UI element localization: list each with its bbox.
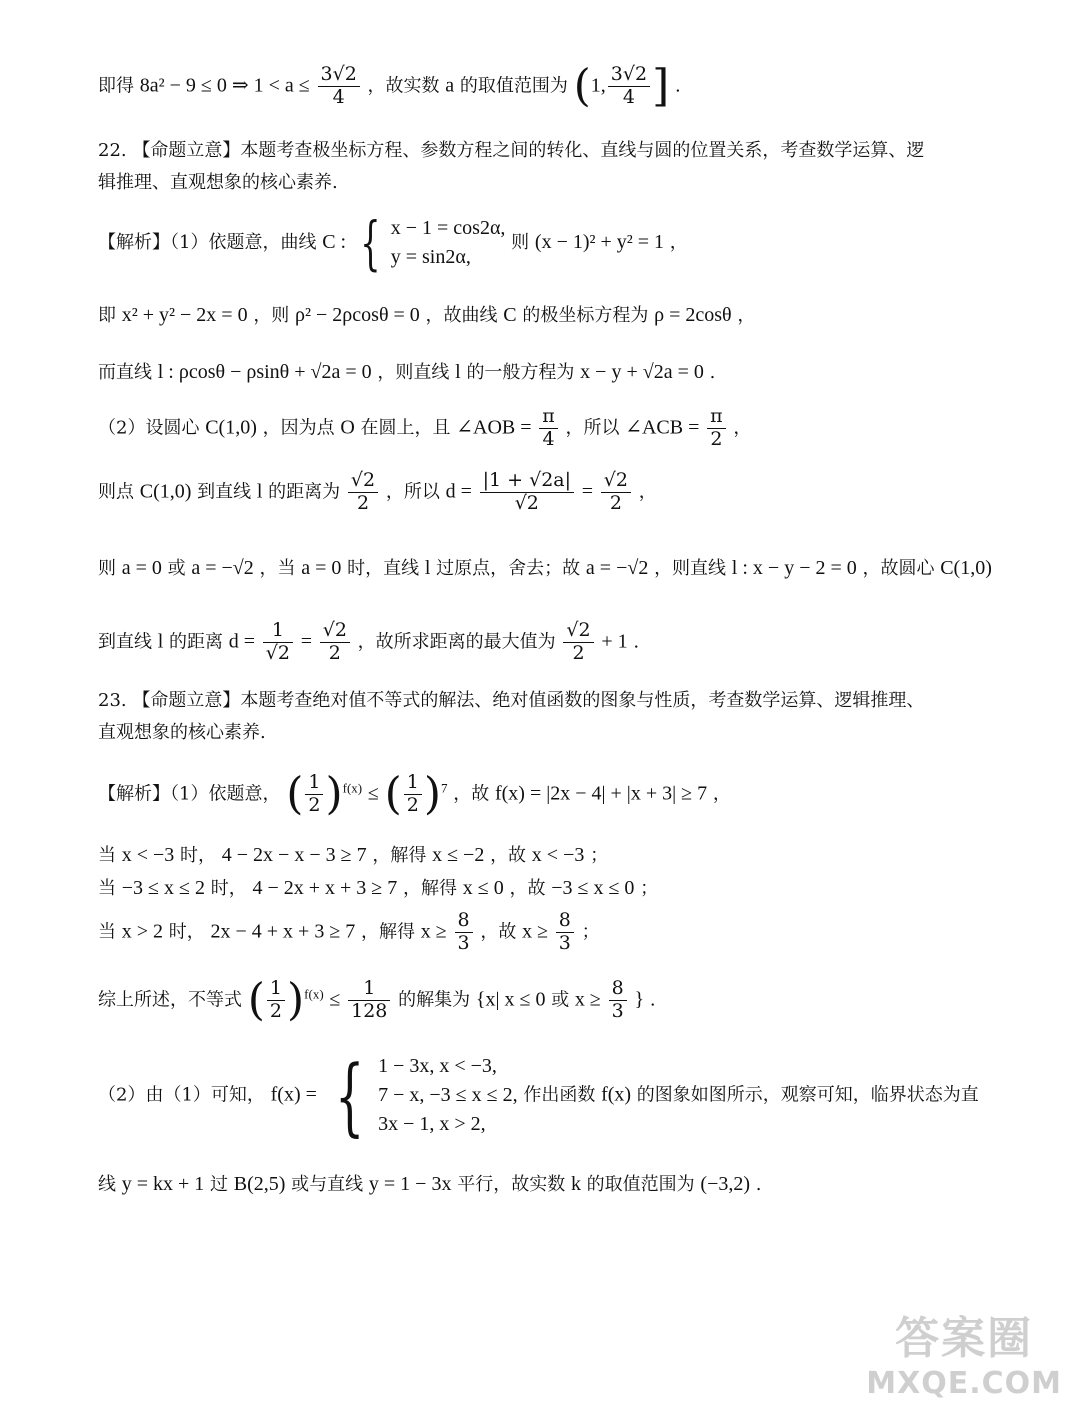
text: 时， <box>210 878 247 899</box>
equation: l : x − y − 2 = 0 <box>731 557 857 579</box>
solution: x ≤ −2 <box>432 844 485 866</box>
numerator: π <box>707 406 726 429</box>
text: 【解析】（1）依题意， <box>98 783 281 805</box>
fraction <box>404 772 422 817</box>
var: k <box>570 1173 581 1195</box>
equation: x − y + √2a = 0 <box>580 361 704 383</box>
numerator: 1 <box>404 772 422 795</box>
section-22-intent-cont <box>98 172 338 194</box>
cases-block <box>323 1046 518 1145</box>
var: l <box>157 630 164 653</box>
denominator: 2 <box>710 427 723 450</box>
text: 在圆上，且 <box>360 417 451 439</box>
fraction <box>608 64 650 109</box>
text: ，故 <box>490 845 527 866</box>
denominator: 2 <box>406 793 419 816</box>
numerator: 3√2 <box>318 64 360 87</box>
text: （2）设圆心 <box>98 417 200 439</box>
condition: −3 ≤ x ≤ 2 <box>121 877 205 899</box>
inequality: 8a² − 9 ≤ 0 ⇒ 1 < a ≤ <box>139 74 310 97</box>
line-inequality-setup <box>98 768 731 820</box>
angle: ∠AOB = <box>456 416 532 439</box>
fraction <box>480 470 574 515</box>
text: 即得 <box>98 75 134 97</box>
denominator: 128 <box>351 999 388 1022</box>
text: ，因为点 <box>262 417 335 439</box>
var: l <box>455 361 461 383</box>
cases-block <box>352 209 506 277</box>
condition: x < −3 <box>121 844 175 866</box>
inequality: 2x − 4 + x + 3 ≥ 7 <box>210 920 356 943</box>
leq: ≤ <box>329 988 341 1011</box>
line-case-1 <box>98 843 608 867</box>
fraction <box>455 910 473 955</box>
case-2: y = sin2α, <box>390 246 471 268</box>
denominator: 4 <box>332 85 345 108</box>
fraction <box>263 620 293 665</box>
text: 当 <box>98 921 116 943</box>
var: l <box>256 480 263 503</box>
case-3: 3x − 1, x > 2, <box>378 1113 486 1135</box>
function: f(x) = <box>270 1083 317 1106</box>
text: 则 <box>511 232 530 253</box>
text: 的距离为 <box>268 481 341 503</box>
text: 到直线 <box>197 481 252 503</box>
text: ； <box>640 878 659 899</box>
text: ，故 <box>509 878 546 899</box>
denominator: 2 <box>308 793 321 816</box>
numerator: 8 <box>455 910 473 933</box>
text: ，故 <box>480 921 517 943</box>
text: ， <box>638 481 657 503</box>
equation: y = 1 − 3x <box>368 1173 452 1195</box>
left-paren: ( <box>573 60 591 112</box>
right-paren: ) <box>423 768 442 820</box>
text: ，故实数 <box>367 75 440 97</box>
function: f(x) <box>601 1083 632 1106</box>
text: 22. 【命题立意】本题考查极坐标方程、参数方程之间的转化、直线与圆的位置关系，考查数学运算、逻 <box>98 140 925 161</box>
var: O <box>340 416 355 439</box>
text: 线 <box>98 1174 116 1195</box>
line-range-a <box>98 60 681 112</box>
numerator: π <box>539 406 558 429</box>
left-paren: ( <box>247 974 265 1026</box>
text: 当 <box>98 845 116 866</box>
text: ，故曲线 <box>425 305 498 326</box>
text: ，解得 <box>361 921 416 943</box>
point: C(1,0) <box>139 480 192 503</box>
case-1: 1 − 3x, x < −3, <box>378 1055 497 1077</box>
denominator: 2 <box>356 491 370 514</box>
left-brace: { <box>360 209 381 277</box>
right-paren: ) <box>287 974 305 1026</box>
text: ， <box>712 783 731 805</box>
text: （2）由（1）可知， <box>98 1084 265 1106</box>
text: ，故所求距离的最大值为 <box>357 631 556 653</box>
equation: ρ² − 2ρcosθ = 0 <box>295 304 420 326</box>
line-line-l <box>98 360 715 384</box>
text: 平行，故实数 <box>457 1174 566 1195</box>
section-23-intent <box>98 690 924 712</box>
cases <box>391 214 506 272</box>
text: 的一般方程为 <box>466 362 575 383</box>
left-paren: ( <box>286 768 304 820</box>
numerator: 1 <box>348 978 390 1001</box>
text: 则 <box>98 558 116 579</box>
plus-one: + 1 <box>601 630 628 653</box>
exponent: 7 <box>441 780 448 796</box>
line-max-distance <box>98 620 639 665</box>
text: 23. 【命题立意】本题考查绝对值不等式的解法、绝对值函数的图象与性质，考查数学运算、逻辑推理、 <box>98 690 925 711</box>
numerator: |1 + √2a| <box>480 470 574 493</box>
text: 的解集为 <box>398 989 471 1011</box>
fraction <box>267 978 285 1023</box>
equation: x² + y² − 2x = 0 <box>121 304 248 326</box>
fraction <box>320 620 350 665</box>
text: 【解析】（1）依题意，曲线 <box>98 232 317 253</box>
text: 时， <box>180 845 217 866</box>
var: d = <box>228 630 256 653</box>
fraction <box>601 470 631 515</box>
text: 的取值范围为 <box>586 1174 695 1195</box>
line-polar-eq <box>98 303 755 327</box>
exponent: f(x) <box>304 986 324 1002</box>
text: ，故 <box>453 783 490 805</box>
text: ，故圆心 <box>862 558 935 579</box>
watermark-top: 答案圈 <box>895 1313 1034 1364</box>
result: x < −3 <box>531 844 585 866</box>
point: C(1,0) <box>205 416 257 439</box>
text: . <box>675 75 681 97</box>
fraction <box>348 470 378 515</box>
text: 到直线 <box>98 631 152 653</box>
text: ， <box>737 305 756 326</box>
section-22-intent <box>98 140 924 162</box>
result: −3 ≤ x ≤ 0 <box>551 877 635 899</box>
text: ，当 <box>259 558 296 579</box>
var: l <box>424 557 431 579</box>
text: ； <box>590 845 609 866</box>
section-23-intent-cont <box>98 722 266 744</box>
text: 的取值范围为 <box>459 75 568 97</box>
line-case-2 <box>98 876 658 900</box>
fraction <box>609 978 627 1023</box>
fraction <box>539 406 558 451</box>
equation: a = 0 <box>301 557 342 579</box>
fraction <box>707 406 726 451</box>
inequality: 4 − 2x − x − 3 ≥ 7 <box>221 844 367 866</box>
text: ， <box>733 417 752 439</box>
set-cond: x ≥ <box>574 988 601 1011</box>
equation: l : ρcosθ − ρsinθ + √2a = 0 <box>157 361 372 383</box>
case-2: 7 − x, −3 ≤ x ≤ 2, <box>378 1084 518 1106</box>
solution: x ≤ 0 <box>462 877 504 899</box>
equation: a = −√2 <box>191 557 254 579</box>
text: ，解得 <box>403 878 457 899</box>
equation: a = −√2 <box>585 557 649 579</box>
text: 过 <box>210 1174 229 1195</box>
leq: ≤ <box>367 782 379 805</box>
result: x ≥ <box>522 920 549 943</box>
equation: y = kx + 1 <box>121 1173 205 1195</box>
equals: = <box>581 480 594 503</box>
denominator: 3 <box>457 931 470 954</box>
line-curve-c <box>98 209 688 277</box>
text: ，所以 <box>565 417 620 439</box>
text: 即 <box>98 305 116 326</box>
denominator: √2 <box>514 491 539 514</box>
line-case-3 <box>98 910 600 955</box>
text: 的距离 <box>169 631 224 653</box>
equation: (x − 1)² + y² = 1 <box>534 231 665 253</box>
text: 的极坐标方程为 <box>522 305 649 326</box>
text: ，则 <box>253 305 290 326</box>
var: a <box>445 74 455 97</box>
set-start: {x| x ≤ 0 <box>475 988 546 1011</box>
numerator: 1 <box>305 772 323 795</box>
text: 当 <box>98 878 116 899</box>
line-distance <box>98 470 657 515</box>
text: 或与直线 <box>291 1174 364 1195</box>
curve-label: C : <box>322 231 347 253</box>
text: 则点 <box>98 481 134 503</box>
text: . <box>709 362 716 383</box>
var: d = <box>445 480 472 503</box>
numerator: √2 <box>563 620 593 643</box>
numerator: 1 <box>267 978 285 1001</box>
equation: f(x) = |2x − 4| + |x + 3| ≥ 7 <box>494 782 708 805</box>
text: 辑推理、直观想象的核心素养. <box>98 172 338 193</box>
denominator: √2 <box>265 641 290 664</box>
text: 时， <box>168 921 205 943</box>
text: . <box>755 1174 762 1195</box>
case-1: x − 1 = cos2α, <box>390 217 506 239</box>
denominator: 2 <box>609 491 622 514</box>
denominator: 2 <box>328 641 341 664</box>
watermark-logo <box>866 1302 1062 1401</box>
numerator: 1 <box>263 620 293 643</box>
fraction <box>348 978 390 1023</box>
point: B(2,5) <box>233 1173 286 1195</box>
denominator: 2 <box>572 641 585 664</box>
cases <box>378 1052 518 1139</box>
line-solution-set <box>98 974 656 1026</box>
line-k-range <box>98 1172 761 1196</box>
denominator: 3 <box>558 931 571 954</box>
text: . <box>649 989 656 1011</box>
exponent: f(x) <box>342 780 363 796</box>
right-bracket: ] <box>652 60 670 112</box>
text: ， <box>669 232 688 253</box>
fraction <box>563 620 593 665</box>
inequality: 4 − 2x + x + 3 ≥ 7 <box>252 877 398 899</box>
denominator: 4 <box>542 427 555 450</box>
fraction <box>318 64 360 109</box>
line-solve-a <box>98 556 992 580</box>
text: 或 <box>551 989 570 1011</box>
point: C(1,0) <box>940 557 992 579</box>
angle: ∠ACB = <box>625 416 700 439</box>
numerator: 8 <box>609 978 627 1001</box>
text: 的图象如图所示，观察可知，临界状态为直 <box>636 1084 979 1106</box>
denominator: 4 <box>622 85 635 108</box>
denominator: 2 <box>269 999 282 1022</box>
solution: x ≥ <box>420 920 447 943</box>
text: 而直线 <box>98 362 152 383</box>
text: 综上所述，不等式 <box>98 989 242 1011</box>
interval-start: 1, <box>590 74 606 97</box>
numerator: √2 <box>348 470 378 493</box>
numerator: √2 <box>320 620 350 643</box>
equation: ρ = 2cosθ <box>654 304 732 326</box>
text: 作出函数 <box>523 1084 596 1106</box>
text: ，所以 <box>385 481 440 503</box>
equation: a = 0 <box>121 557 162 579</box>
text: ，解得 <box>372 845 427 866</box>
condition: x > 2 <box>121 920 164 943</box>
set-end: } <box>634 988 645 1011</box>
text: . <box>633 631 640 653</box>
text: 时，直线 <box>347 558 420 579</box>
fraction <box>305 772 323 817</box>
watermark-bottom: MXQE.COM <box>866 1366 1062 1401</box>
text: 直观想象的核心素养. <box>98 722 266 743</box>
denominator: 3 <box>611 999 624 1022</box>
line-piecewise <box>98 1046 979 1145</box>
numerator: 3√2 <box>608 64 650 87</box>
text: 或 <box>167 558 186 579</box>
text: ，则直线 <box>654 558 727 579</box>
text: 过原点，舍去；故 <box>436 558 581 579</box>
fraction <box>556 910 574 955</box>
left-paren: ( <box>384 768 402 820</box>
right-paren: ) <box>325 768 343 820</box>
numerator: 8 <box>556 910 574 933</box>
text: ，则直线 <box>377 362 450 383</box>
interval: (−3,2) <box>700 1173 751 1195</box>
left-brace: { <box>334 1046 365 1145</box>
numerator: √2 <box>601 470 631 493</box>
var: C <box>503 304 517 326</box>
text: ； <box>581 921 600 943</box>
line-circle-center <box>98 406 751 451</box>
equals: = <box>300 630 312 653</box>
